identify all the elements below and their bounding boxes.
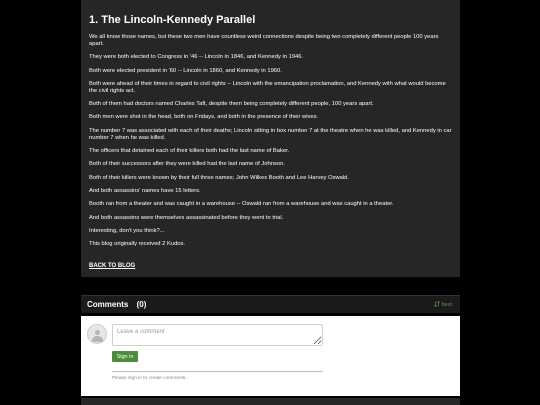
post-paragraph: The number 7 was associated with each of their deaths; Lincoln sitting in box number 7 at the theatre when he was killed, and Kennedy in car number 7 when he was killed. — [89, 127, 452, 141]
sign-in-hint: Please sign in to create comments. — [112, 376, 187, 381]
comments-count: (0) — [136, 300, 147, 309]
user-icon-head — [95, 330, 100, 335]
post-title: 1. The Lincoln-Kennedy Parallel — [89, 14, 256, 26]
post-paragraph: The officers that detained each of their killers both had the last name of Baker. — [89, 148, 290, 155]
footer-strip — [81, 398, 460, 405]
post-paragraph: We all know those names, but these two men have countless weird connections despite being two completely different people 100 years apart. — [89, 34, 439, 47]
back-to-blog-link[interactable]: BACK TO BLOG — [89, 263, 136, 270]
post-paragraph: And both assassins' names have 15 letters. — [89, 187, 201, 194]
post-paragraph: Both of their killers were known by their full three names; John Wilkes Booth and Lee Harvey Oswald. — [89, 174, 350, 181]
comment-form-area — [81, 316, 460, 396]
page-wrapper — [81, 0, 460, 405]
post-paragraph: Both of them had doctors named Charles Taft, despite them being completely different people, 100 years apart. — [89, 101, 374, 108]
post-kudos-note: This blog originally received 2 Kudos. — [89, 241, 186, 248]
blog-post — [81, 0, 460, 277]
sign-in-button[interactable]: Sign in — [112, 351, 138, 362]
comments-title: Comments — [87, 300, 129, 309]
post-paragraph: And both assassins were themselves assassinated before they went to trial. — [89, 214, 284, 221]
divider — [112, 371, 323, 372]
user-icon-body — [92, 336, 103, 342]
sort-arrows-icon — [434, 301, 440, 309]
comment-input[interactable] — [112, 324, 323, 346]
post-paragraph: Both men were shot in the head, both on Fridays, and both in the presence of their wives. — [89, 114, 319, 121]
post-paragraph: Interesting, don't you think?... — [89, 227, 165, 234]
post-paragraph: Both were elected president in '60 -- Lincoln in 1860, and Kennedy in 1960. — [89, 67, 282, 74]
avatar — [87, 324, 107, 344]
post-paragraph: Both were ahead of their times in regard to civil rights -- Lincoln with the emancipation proclamation, and Kennedy with what would become the civil rights act. — [89, 80, 446, 94]
comments-title-group — [87, 300, 146, 309]
post-paragraph: Booth ran from a theater and was caught in a warehouse -- Oswald ran from a warehouse and was caught in a theater. — [89, 201, 394, 208]
post-paragraph: Both of their successors after they were killed had the last name of Johnson. — [89, 161, 285, 168]
comments-header — [81, 295, 460, 313]
post-paragraph: They were both elected to Congress in '46 -- Lincoln in 1846, and Kennedy in 1946. — [89, 54, 304, 61]
sort-label: best — [441, 301, 452, 308]
sort-toggle[interactable] — [434, 301, 452, 309]
